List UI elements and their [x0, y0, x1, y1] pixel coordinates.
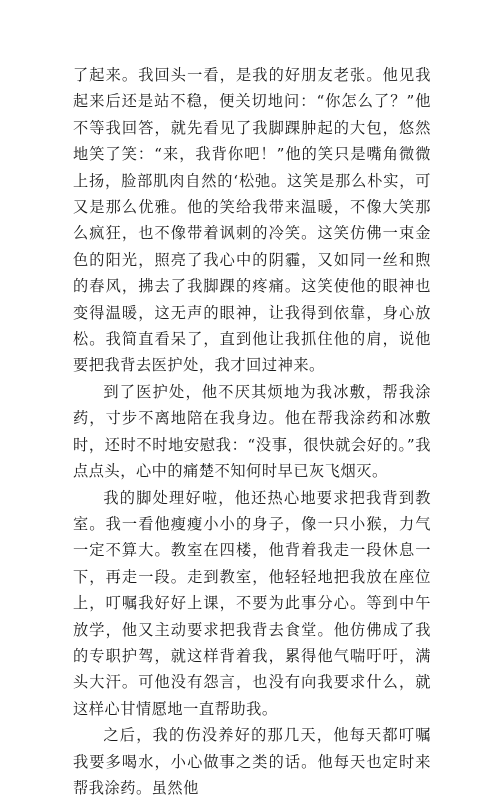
paragraph: 了起来。我回头一看，是我的好朋友老张。他见我起来后还是站不稳，便关切地问：“你怎么了？”他不等我回答，就先看见了我脚踝肿起的大包，悠然地笑了笑：“来，我背你吧！”他的笑只是嘴角微微上扬，脸部肌肉自然的‘松弛。这笑是那么朴实，可又是那么优雅。他的笑给我带来温暖，不像大笑那么疯狂，也不像带着讽刺的冷笑。这笑仿佛一束金色的阳光，照亮了我心中的阴霾，又如同一丝和煦的春风，拂去了我脚踝的疼痛。这笑使他的眼神也变得温暖，这无声的眼神，让我得到依靠，身心放松。我简直看呆了，直到他让我抓住他的肩，说他要把我背去医护处，我才回过神来。 [73, 66, 431, 375]
document-page [73, 62, 431, 801]
paragraph: 之后，我的伤没养好的那几天，他每天都叮嘱我要多喝水，小心做事之类的话。他每天也定时来帮我涂药。虽然他 [73, 726, 431, 797]
paragraph: 我的脚处理好啦，他还热心地要求把我背到教室。我一看他瘦瘦小小的身子，像一只小猴，力气一定不算大。教室在四楼，他背着我走一段休息一下，再走一段。走到教室，他轻轻地把我放在座位上，叮嘱我好好上课，不要为此事分心。等到中午放学，他又主动要求把我背去食堂。他仿佛成了我的专职护驾，就这样背着我，累得他气喘吁吁，满头大汗。可他没有怨言，也没有向我要求什么，就这样心甘情愿地一直帮助我。 [73, 488, 431, 718]
paragraph: 到了医护处，他不厌其烦地为我冰敷，帮我涂药，寸步不离地陪在我身边。他在帮我涂药和冰敷时，还时不时地安慰我：“没事，很快就会好的。”我点点头，心中的痛楚不知何时早已灰飞烟灭。 [73, 382, 431, 481]
